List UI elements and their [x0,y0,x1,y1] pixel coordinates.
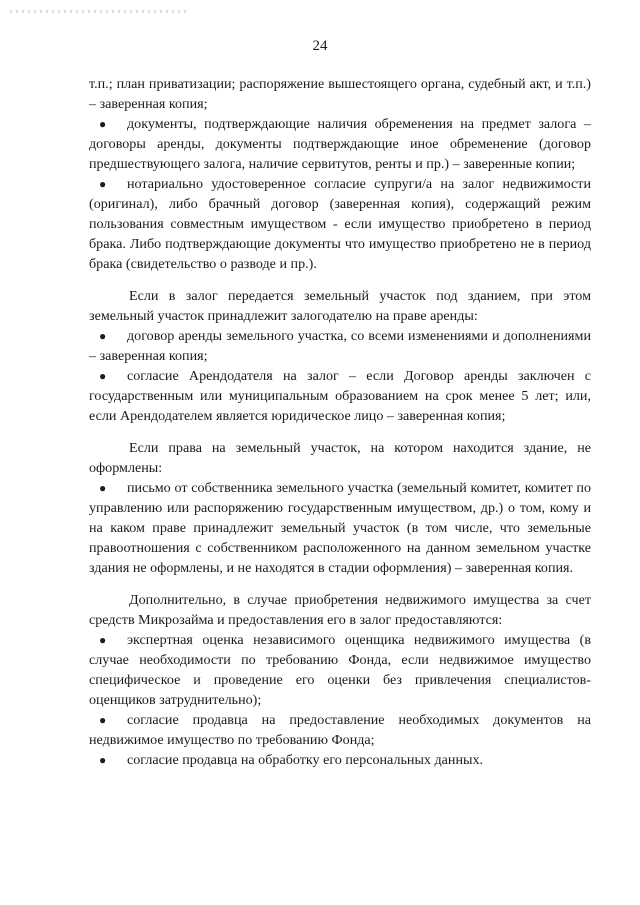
list-item: ● согласие Арендодателя на залог – если Договор аренды заключен с государственным или муниципальным образованием на срок менее 5 лет; или, если Арендодателем является юридическое лицо – заверенная копия; [89,368,591,424]
list-item: ● экспертная оценка независимого оценщика недвижимого имущества (в случае необходимости по требованию Фонда, если недвижимое имущество специфическое и проведение его оценки без привлечения специалистов-оценщиков затруднительно); [89,632,591,708]
list-item: ● документы, подтверждающие наличия обременения на предмет залога – договоры аренды, документы подтверждающие иное обременение (договор предшествующего залога, наличие сервитутов, ренты и пр.) – заверенные копии; [89,116,591,172]
page-number: 24 [312,38,328,54]
list-item: ● письмо от собственника земельного участка (земельный комитет, комитет по управлению или распоряжению государственным имуществом, др.) о том, кому и на каком праве принадлежит земельный участок (в том числе, что земельные правоотношения с собственником расположенного на данном земельном участке здания не оформлены, и не находятся в стадии оформления) – заверенная копия. [89,480,591,576]
list-item: ● нотариально удостоверенное согласие супруги/а на залог недвижимости (оригинал), либо брачный договор (заверенная копия), содержащий режим пользования совместным имуществом - если имущество приобретено в период брака. Либо подтверждающие документы что имущество приобретено не в период брака (свидетельство о разводе и пр.). [89,176,591,272]
paragraph: Если в залог передается земельный участок под зданием, при этом земельный участок принадлежит залогодателю на праве аренды: [89,288,591,324]
bullet-icon: ● [99,481,107,495]
scan-artifact [10,10,190,13]
paragraph: т.п.; план приватизации; распоряжение вышестоящего органа, судебный акт, и т.п.) – заверенная копия; [89,76,591,112]
bullet-icon: ● [99,713,107,727]
bullet-icon: ● [99,753,107,767]
bullet-icon: ● [99,177,107,191]
document-body [89,74,591,770]
paragraph: Если права на земельный участок, на котором находится здание, не оформлены: [89,440,591,476]
paragraph: Дополнительно, в случае приобретения недвижимого имущества за счет средств Микрозайма и предоставления его в залог предоставляются: [89,592,591,628]
bullet-icon: ● [99,117,107,131]
bullet-icon: ● [99,633,107,647]
list-item: ● согласие продавца на предоставление необходимых документов на недвижимое имущество по требованию Фонда; [89,712,591,748]
bullet-icon: ● [99,329,107,343]
bullet-icon: ● [99,369,107,383]
list-item: ● согласие продавца на обработку его персональных данных. [99,752,484,768]
list-item: ● договор аренды земельного участка, со всеми изменениями и дополнениями – заверенная копия; [89,328,591,364]
